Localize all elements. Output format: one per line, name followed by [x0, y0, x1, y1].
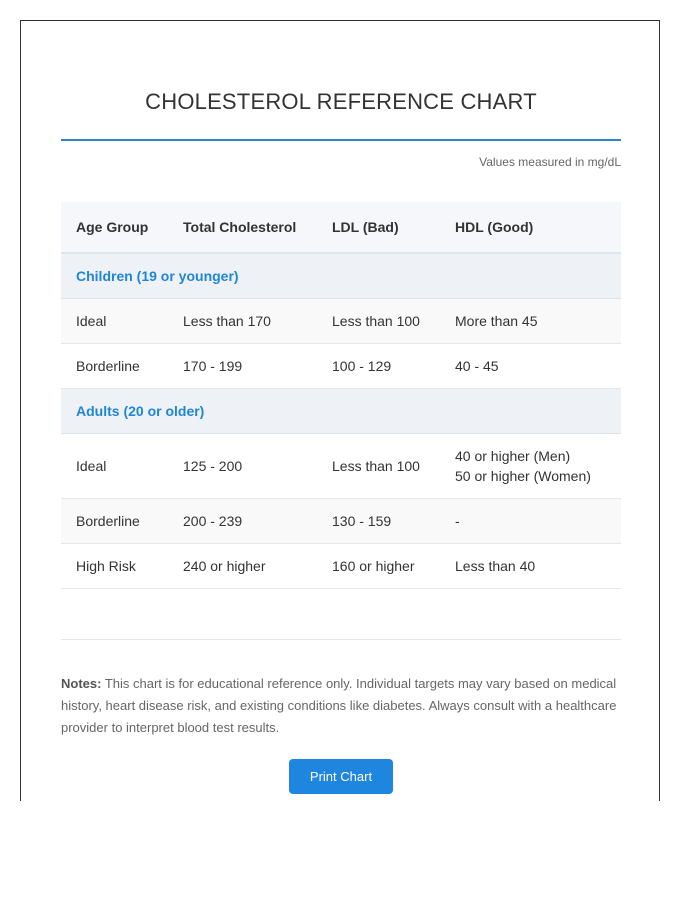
row-category: High Risk: [61, 544, 168, 589]
row-hdl: [440, 434, 621, 499]
row-hdl: [440, 299, 621, 344]
table-row: [61, 344, 621, 389]
notes-text: This chart is for educational reference only. Individual targets may vary based on medical history, heart disease risk, and existing conditions like diabetes. Always consult with a healthcare provider to interpret blood test results.: [61, 676, 617, 735]
title-divider: [61, 139, 621, 141]
row-category: Ideal: [61, 299, 168, 344]
table-row: [61, 544, 621, 589]
header-ldl: LDL (Bad): [317, 202, 440, 253]
group-label: Children (19 or younger): [61, 253, 621, 299]
cholesterol-table: [61, 202, 621, 589]
header-hdl: HDL (Good): [440, 202, 621, 253]
row-ldl: Less than 100: [317, 434, 440, 499]
header-age-group: Age Group: [61, 202, 168, 253]
table-row: [61, 434, 621, 499]
chart-card: [20, 20, 660, 801]
group-label: Adults (20 or older): [61, 389, 621, 434]
row-ldl: 130 - 159: [317, 499, 440, 544]
hdl-value-women: 50 or higher (Women): [455, 468, 591, 484]
row-total: 200 - 239: [168, 499, 317, 544]
row-category: Borderline: [61, 344, 168, 389]
hdl-value-men: 40 or higher (Men): [455, 448, 571, 464]
row-total: 125 - 200: [168, 434, 317, 499]
row-total: 240 or higher: [168, 544, 317, 589]
table-row: [61, 499, 621, 544]
row-hdl: [440, 499, 621, 544]
row-ldl: Less than 100: [317, 299, 440, 344]
print-chart-button[interactable]: Print Chart: [289, 759, 393, 794]
header-total-cholesterol: Total Cholesterol: [168, 202, 317, 253]
row-total: 170 - 199: [168, 344, 317, 389]
row-category: Borderline: [61, 499, 168, 544]
row-total: Less than 170: [168, 299, 317, 344]
hdl-value: 40 - 45: [455, 358, 499, 374]
row-hdl: [440, 344, 621, 389]
notes-label: Notes:: [61, 676, 102, 691]
page-title: CHOLESTEROL REFERENCE CHART: [145, 89, 537, 114]
table-header-row: [61, 202, 621, 253]
row-ldl: 100 - 129: [317, 344, 440, 389]
row-hdl: [440, 544, 621, 589]
notes-paragraph: [61, 673, 621, 739]
hdl-value: More than 45: [455, 313, 538, 329]
units-note: Values measured in mg/dL: [479, 155, 621, 169]
row-category: Ideal: [61, 434, 168, 499]
table-row: [61, 299, 621, 344]
group-row-adults: [61, 389, 621, 434]
hdl-value: -: [455, 513, 460, 529]
hdl-value: Less than 40: [455, 558, 536, 574]
group-row-children: [61, 253, 621, 299]
row-ldl: 160 or higher: [317, 544, 440, 589]
notes-divider: [61, 639, 621, 640]
